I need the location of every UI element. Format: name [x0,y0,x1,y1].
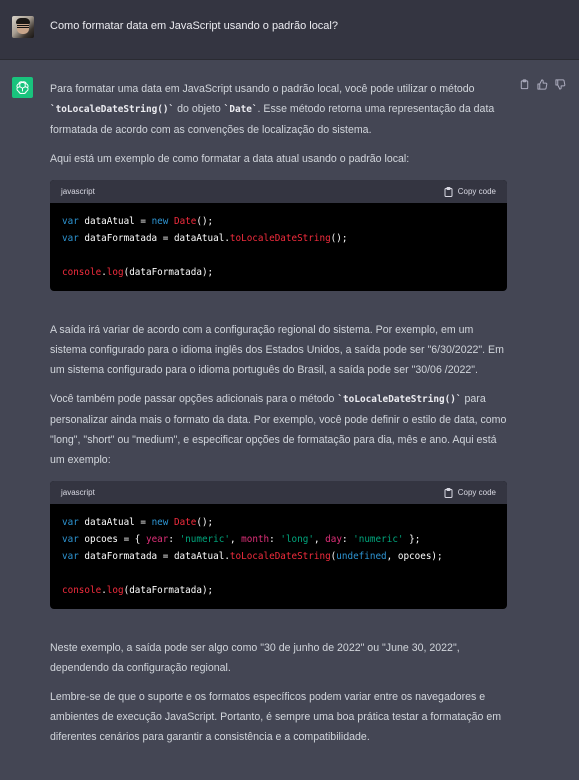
inline-code: `toLocaleDateString()` [337,394,462,405]
inline-code: `Date` [223,104,258,115]
code-token: var [62,216,79,227]
copy-icon[interactable] [519,79,530,90]
code-block-1 [50,180,507,291]
code-block-header [50,481,507,504]
clipboard-icon [444,187,453,197]
text-segment: Você também pode passar opções adicionais para o método [50,393,338,405]
code-token: }; [403,534,421,545]
copy-code-button[interactable] [444,187,496,197]
code-token: month [241,534,270,545]
code-token: (dataFormatada); [123,585,214,596]
code-token: (); [196,216,214,227]
code-token: (dataFormatada); [123,267,214,278]
code-content [50,203,507,291]
code-token: new [151,517,169,528]
text-segment: . Esse método retorna uma representação da data formatada de acordo com as convenções de localização do sistema. [50,103,495,136]
answer-paragraph-4 [50,389,510,470]
code-token: day [325,534,342,545]
code-token: console [62,585,102,596]
code-token: var [62,233,79,244]
code-token: . [101,585,107,596]
openai-logo-icon [12,77,33,98]
code-language-label: javascript [61,488,95,497]
code-token: var [62,517,79,528]
answer-paragraph-2: Aqui está um exemplo de como formatar a data atual usando o padrão local: [50,153,410,165]
code-token: (); [330,233,348,244]
code-token: , opcoes); [386,551,443,562]
code-token: dataFormatada = dataAtual. [78,233,230,244]
code-token: console [62,267,102,278]
code-token: 'numeric' [353,534,404,545]
clipboard-icon [444,488,453,498]
code-block-header [50,180,507,203]
answer-paragraph-6: Lembre-se de que o suporte e os formatos específicos podem variar entre os navegadores e ambientes de execução JavaScript. Portanto, é sempre uma boa prática testar a formatação em diferentes cenários para garantir a consistência e a compatibilidade. [50,691,502,743]
code-token: ( [330,551,337,562]
text-segment: para personalizar ainda mais o formato da data. Por exemplo, você pode definir o estilo de data, como "long", "short" ou "medium", e especificar opções de formatação para dia, mês e ano. Aqui está um exemplo: [50,393,507,466]
code-token: 'long' [280,534,314,545]
code-token: (); [196,517,214,528]
assistant-answer [50,79,510,756]
code-token: dataFormatada = dataAtual. [78,551,230,562]
text-segment: Para formatar uma data em JavaScript usando o padrão local, você pode utilizar o método [50,83,475,95]
code-token: toLocaleDateString [229,233,331,244]
code-token: toLocaleDateString [229,551,331,562]
code-token: . [101,267,107,278]
copy-code-label: Copy code [457,488,496,497]
code-token: dataAtual = [78,517,152,528]
code-token: : [341,534,354,545]
code-token: opcoes = { [78,534,146,545]
code-token: log [106,267,124,278]
copy-code-label: Copy code [457,187,496,196]
answer-paragraph-5: Neste exemplo, a saída pode ser algo como "30 de junho de 2022" ou "June 30, 2022", dependendo da configuração regional. [50,642,460,674]
code-language-label: javascript [61,187,95,196]
code-token: log [106,585,124,596]
code-token: undefined [336,551,387,562]
thumbs-up-icon[interactable] [537,79,548,90]
user-avatar [12,16,34,38]
code-token: 'numeric' [179,534,230,545]
code-token: Date [173,216,197,227]
user-message-row [0,0,579,60]
code-content [50,504,507,609]
code-token: : [168,534,180,545]
assistant-message-row [0,60,579,780]
code-token: Date [173,517,197,528]
code-token: , [229,534,242,545]
copy-code-button[interactable] [444,488,496,498]
code-token: : [269,534,281,545]
message-actions [519,79,566,90]
code-token: new [151,216,169,227]
user-question: Como formatar data em JavaScript usando o padrão local? [50,20,338,32]
code-token: var [62,534,79,545]
code-token: dataAtual = [78,216,152,227]
code-token: , [313,534,326,545]
answer-paragraph-1 [50,79,510,140]
code-token: year [145,534,169,545]
code-token: var [62,551,79,562]
thumbs-down-icon[interactable] [555,79,566,90]
inline-code: `toLocaleDateString()` [50,104,175,115]
answer-paragraph-3: A saída irá variar de acordo com a configuração regional do sistema. Por exemplo, em um sistema configurado para o idioma inglês dos Estados Unidos, a saída pode ser "6/30/2022". Em um sistema configurado para o idioma português do Brasil, a saída pode ser "30/06 /2022". [50,324,504,376]
code-block-2 [50,481,507,609]
text-segment: do objeto [174,103,224,115]
